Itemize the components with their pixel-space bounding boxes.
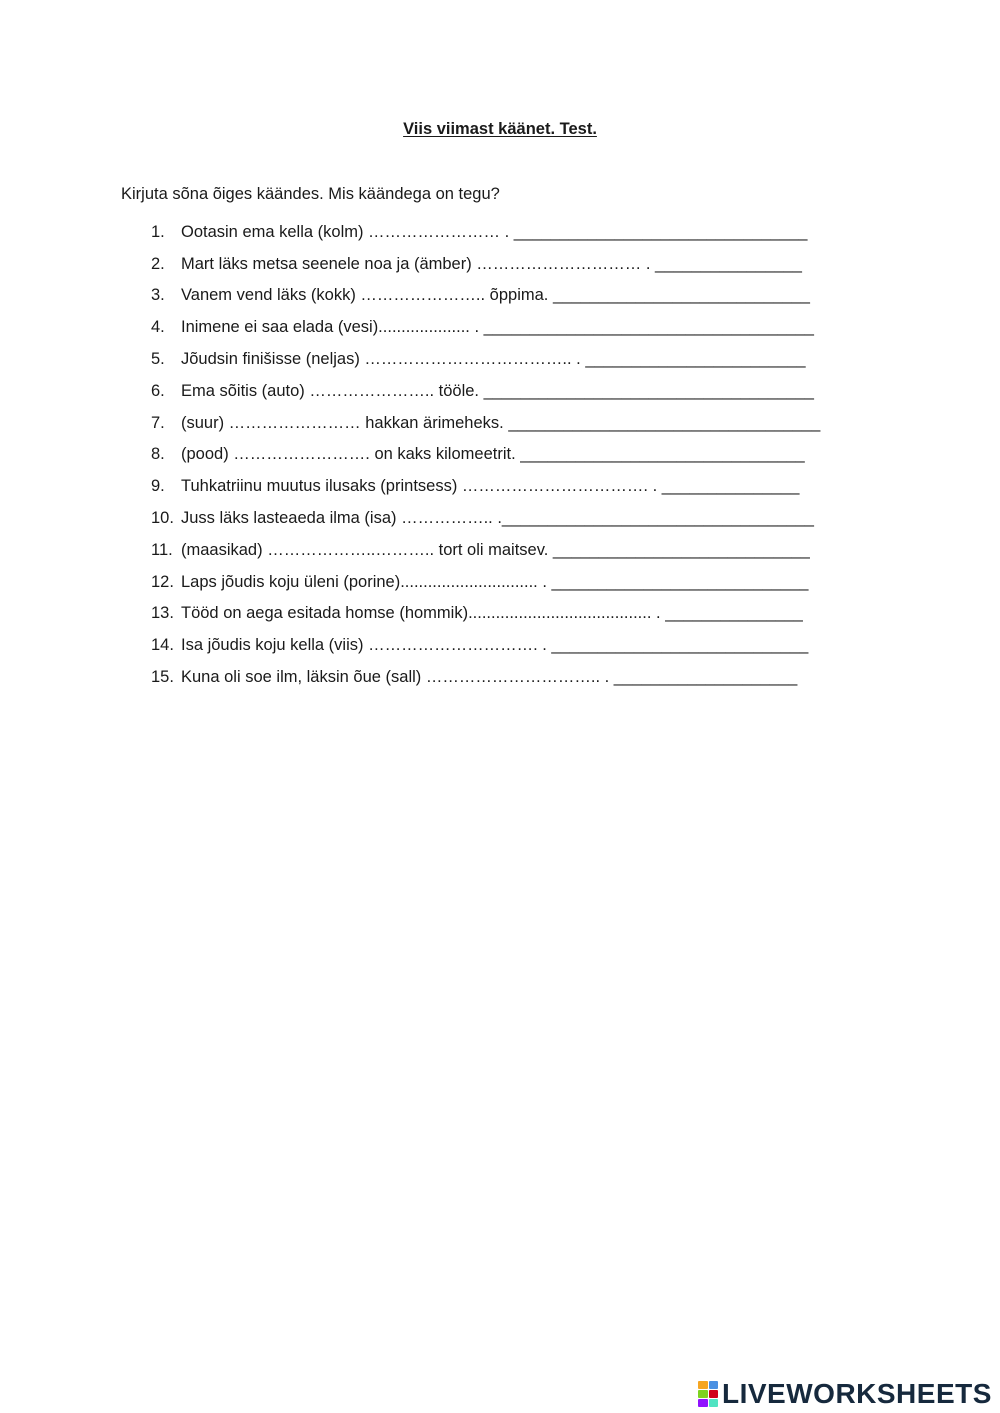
item-sentence: Ema sõitis (auto) ………………….. tööle. ____________________________________ xyxy=(181,381,814,400)
list-item xyxy=(0,375,1000,407)
item-sentence: Juss läks lasteaeda ilma (isa) …………….. .__________________________________ xyxy=(181,509,814,528)
item-sentence: Laps jõudis koju üleni (porine).............................. . ____________________________ xyxy=(181,572,809,591)
item-number: 10. xyxy=(151,509,174,528)
list-item xyxy=(0,407,1000,439)
item-number: 11. xyxy=(151,540,173,559)
item-sentence: Mart läks metsa seenele noa ja (ämber) ………………………… . ________________ xyxy=(181,254,802,273)
item-number: 6. xyxy=(151,381,165,400)
liveworksheets-logo xyxy=(698,1378,992,1410)
item-sentence: Tööd on aega esitada homse (hommik)........................................ . _______________ xyxy=(181,604,803,623)
item-number: 9. xyxy=(151,477,165,496)
item-sentence: Kuna oli soe ilm, läksin õue (sall) ………………………….. . ____________________ xyxy=(181,668,798,687)
list-item xyxy=(0,343,1000,375)
list-item xyxy=(0,216,1000,248)
item-sentence: Ootasin ema kella (kolm) …………………… . ________________________________ xyxy=(181,222,808,241)
list-item xyxy=(0,534,1000,566)
liveworksheets-logo-icon xyxy=(698,1381,718,1407)
exercise-list xyxy=(0,216,1000,693)
item-number: 4. xyxy=(151,318,165,337)
item-sentence: Isa jõudis koju kella (viis) …………………………. . ____________________________ xyxy=(181,636,809,655)
list-item xyxy=(0,439,1000,471)
instruction-text: Kirjuta sõna õiges käändes. Mis käändega on tegu? xyxy=(121,185,500,203)
list-item xyxy=(0,598,1000,630)
list-item xyxy=(0,566,1000,598)
item-sentence: (maasikad) ………………..……….. tort oli maitsev. ____________________________ xyxy=(181,540,810,559)
list-item xyxy=(0,470,1000,502)
list-item xyxy=(0,661,1000,693)
item-sentence: Tuhkatriinu muutus ilusaks (printsess) ……………………………. . _______________ xyxy=(181,477,800,496)
list-item xyxy=(0,502,1000,534)
item-number: 8. xyxy=(151,445,165,464)
page-title: Viis viimast käänet. Test. xyxy=(403,120,597,138)
item-number: 5. xyxy=(151,350,165,369)
item-sentence: (pood) ……………………. on kaks kilomeetrit. _______________________________ xyxy=(181,445,805,464)
item-number: 7. xyxy=(151,413,165,432)
item-sentence: (suur) …………………… hakkan ärimeheks. __________________________________ xyxy=(181,413,821,432)
item-sentence: Inimene ei saa elada (vesi).................... . ____________________________________ xyxy=(181,318,814,337)
item-sentence: Jõudsin finišisse (neljas) ……………………………….. . ________________________ xyxy=(181,350,806,369)
item-number: 14. xyxy=(151,636,174,655)
item-number: 3. xyxy=(151,286,165,305)
item-number: 12. xyxy=(151,572,174,591)
list-item xyxy=(0,629,1000,661)
item-number: 15. xyxy=(151,668,174,687)
item-number: 13. xyxy=(151,604,174,623)
item-sentence: Vanem vend läks (kokk) ………………….. õppima. ____________________________ xyxy=(181,286,810,305)
item-number: 1. xyxy=(151,222,165,241)
brand-name: LIVEWORKSHEETS xyxy=(722,1378,992,1409)
list-item xyxy=(0,311,1000,343)
list-item xyxy=(0,280,1000,312)
item-number: 2. xyxy=(151,254,165,273)
list-item xyxy=(0,248,1000,280)
